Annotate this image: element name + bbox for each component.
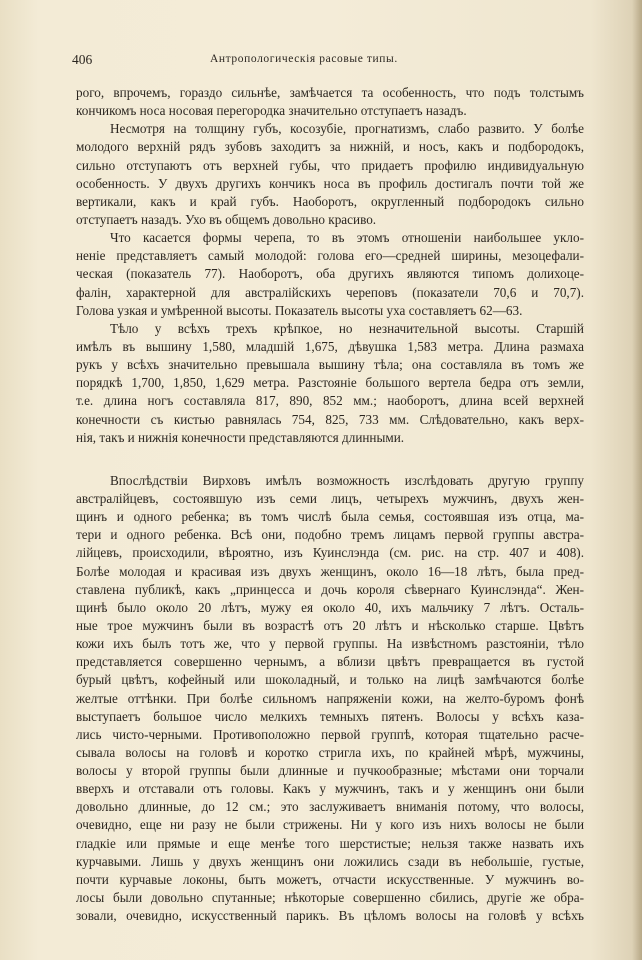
- text-line: лійцевъ, происходили, вѣроятно, изъ Куинслэнда (см. рис. на стр. 407 и 408).: [76, 545, 584, 561]
- text-line: зовали, очевидно, искусственный парикъ. Въ цѣломъ волосы на головѣ у всѣхъ: [76, 908, 584, 924]
- text-line: почти курчавые локоны, быть можетъ, отчасти искусственные. У мужчинъ во-: [76, 871, 584, 887]
- text-line: довольно длинные, до 12 см.; это заслуживаетъ вниманія потому, что волосы,: [76, 799, 584, 815]
- text-line: щинъ и одного ребенка; въ томъ числѣ была семья, состоявшая изъ отца, ма-: [76, 509, 584, 525]
- text-line: кожи ихъ былъ тотъ же, что у первой группы. На извѣстномъ разстояніи, тѣло: [76, 636, 584, 652]
- paragraph: [76, 84, 584, 120]
- text-line: отступаетъ назадъ. Ухо въ общемъ довольно красиво.: [76, 211, 377, 227]
- page-edge-shadow: [632, 0, 642, 960]
- text-line: тери и одного ребенка. Всѣ они, подобно тремъ лицамъ первой группы австра-: [76, 527, 584, 543]
- text-line: курчавыми. Лишь у двухъ женщинъ они ложились сзади въ небольшіе, густые,: [76, 853, 584, 869]
- text-line: Болѣе молодая и красивая изъ двухъ женщинъ, около 16—18 лѣтъ, была пред-: [76, 563, 584, 579]
- text-line: очевидно, еще ни разу не были стрижены. Ни у кого изъ нихъ волосы не были: [76, 817, 584, 833]
- body-text: [76, 84, 584, 925]
- page-number: 406: [72, 52, 93, 67]
- text-line: рукъ у всѣхъ значительно превышала вышину тѣла; она составляла въ томъ же: [76, 357, 584, 373]
- text-line: щинѣ было около 20 лѣтъ, мужу ея около 40, ихъ мальчику 7 лѣтъ. Осталь-: [76, 599, 584, 615]
- text-line: Впослѣдствіи Вирховъ имѣлъ возможность изслѣдовать другую группу: [110, 472, 584, 488]
- text-line: Голова узкая и умѣренной высоты. Показатель высоты уха составляетъ 62—63.: [76, 302, 523, 318]
- text-line: лись чисто-черными. Противоположно первой группѣ, которая тщательно расче-: [76, 726, 584, 742]
- paragraph: [76, 472, 584, 926]
- text-line: особенность. У двухъ другихъ кончикъ носа въ профиль достигалъ почти той же: [76, 175, 584, 191]
- text-line: выступаетъ большое число мелкихъ темныхъ пятенъ. Волосы у всѣхъ каза-: [76, 708, 584, 724]
- text-line: неніе представляетъ самый молодой: голова его—средней ширины, мезоцефали-: [76, 248, 584, 264]
- text-line: кончикомъ носа носовая перегородка значительно отступаетъ назадъ.: [76, 103, 467, 119]
- text-line: Несмотря на толщину губъ, косозубіе, прогнатизмъ, слабо развито. У болѣе: [110, 121, 584, 137]
- paragraph: [76, 229, 584, 320]
- text-line: порядкѣ 1,700, 1,850, 1,629 метра. Разстояніе большого вертела бедра отъ земли,: [76, 375, 584, 391]
- text-line: рого, впрочемъ, гораздо сильнѣе, замѣчается та особенность, что подъ толстымъ: [76, 85, 584, 100]
- text-line: Тѣло у всѣхъ трехъ крѣпкое, но незначительной высоты. Старшій: [110, 320, 584, 336]
- text-line: сильно отступаютъ отъ верхней губы, что придаетъ профилю индивидуальную: [76, 157, 584, 173]
- text-line: т.е. длина ногъ составляла 817, 890, 852 мм.; наоборотъ, длина всей верхней: [76, 393, 584, 409]
- text-line: фалін, характерной для австралійскихъ череповъ (показатели 70,6 и 70,7).: [76, 284, 584, 300]
- text-line: Что касается формы черепа, то въ этомъ отношеніи наибольшее укло-: [110, 230, 584, 246]
- text-line: нія, такъ и нижнія конечности представляются длинными.: [76, 429, 405, 445]
- text-line: бурый цвѣтъ, кофейный или шоколадный, и только на лицѣ замѣчаются болѣе: [76, 672, 584, 688]
- paragraph: [76, 120, 584, 229]
- paragraph: [76, 320, 584, 447]
- section-gap: [76, 447, 584, 472]
- text-line: имѣлъ въ вышину 1,580, младшій 1,675, дѣвушка 1,583 метра. Длина размаха: [76, 338, 584, 354]
- text-line: сывала волосы на головѣ и коротко стригла ихъ, по крайней мѣрѣ, мужчины,: [76, 744, 584, 760]
- text-line: ческая (показатель 77). Наоборотъ, оба другихъ являются типомъ долихоце-: [76, 266, 584, 282]
- text-line: ные трое мужчинъ были въ возрастѣ отъ 20 лѣтъ и нѣсколько старше. Цвѣтъ: [76, 617, 584, 633]
- text-line: вверхъ и отставали отъ головы. Какъ у мужчинъ, такъ и у женщинъ они были: [76, 781, 584, 797]
- text-line: австралійцевъ, состоявшую изъ семи лицъ, четырехъ мужчинъ, двухъ жен-: [76, 490, 584, 506]
- text-line: вертикали, какъ и край губъ. Наоборотъ, округленный подбородокъ сильно: [76, 193, 584, 209]
- text-line: конечности съ кистью равнялась 754, 825, 733 мм. Слѣдовательно, какъ верх-: [76, 411, 584, 427]
- page-header: [72, 52, 584, 68]
- text-line: ставлена публикѣ, какъ „принцесса и дочь короля сѣвернаго Куинслэнда“. Жен-: [76, 581, 584, 597]
- text-line: лосы были довольно спутанные; нѣкоторые совершенно сбились, другіе же обра-: [76, 890, 584, 906]
- text-line: молодого верхній рядъ зубовъ заходитъ за нижній, и носъ, какъ и подбородокъ,: [76, 139, 584, 155]
- running-head: Антропологическія расовые типы.: [210, 53, 398, 65]
- text-line: волосы у второй группы были длинные и пучкообразные; мѣстами они торчали: [76, 763, 584, 779]
- text-line: представляется совершенно чернымъ, а вблизи цвѣтъ превращается въ густой: [76, 654, 584, 670]
- text-line: желтые оттѣнки. При болѣе сильномъ напряженіи кожи, на желто-буромъ фонѣ: [76, 690, 584, 706]
- text-line: гладкіе или прямые и еще менѣе того шерстистые; нельзя также назвать ихъ: [76, 835, 584, 851]
